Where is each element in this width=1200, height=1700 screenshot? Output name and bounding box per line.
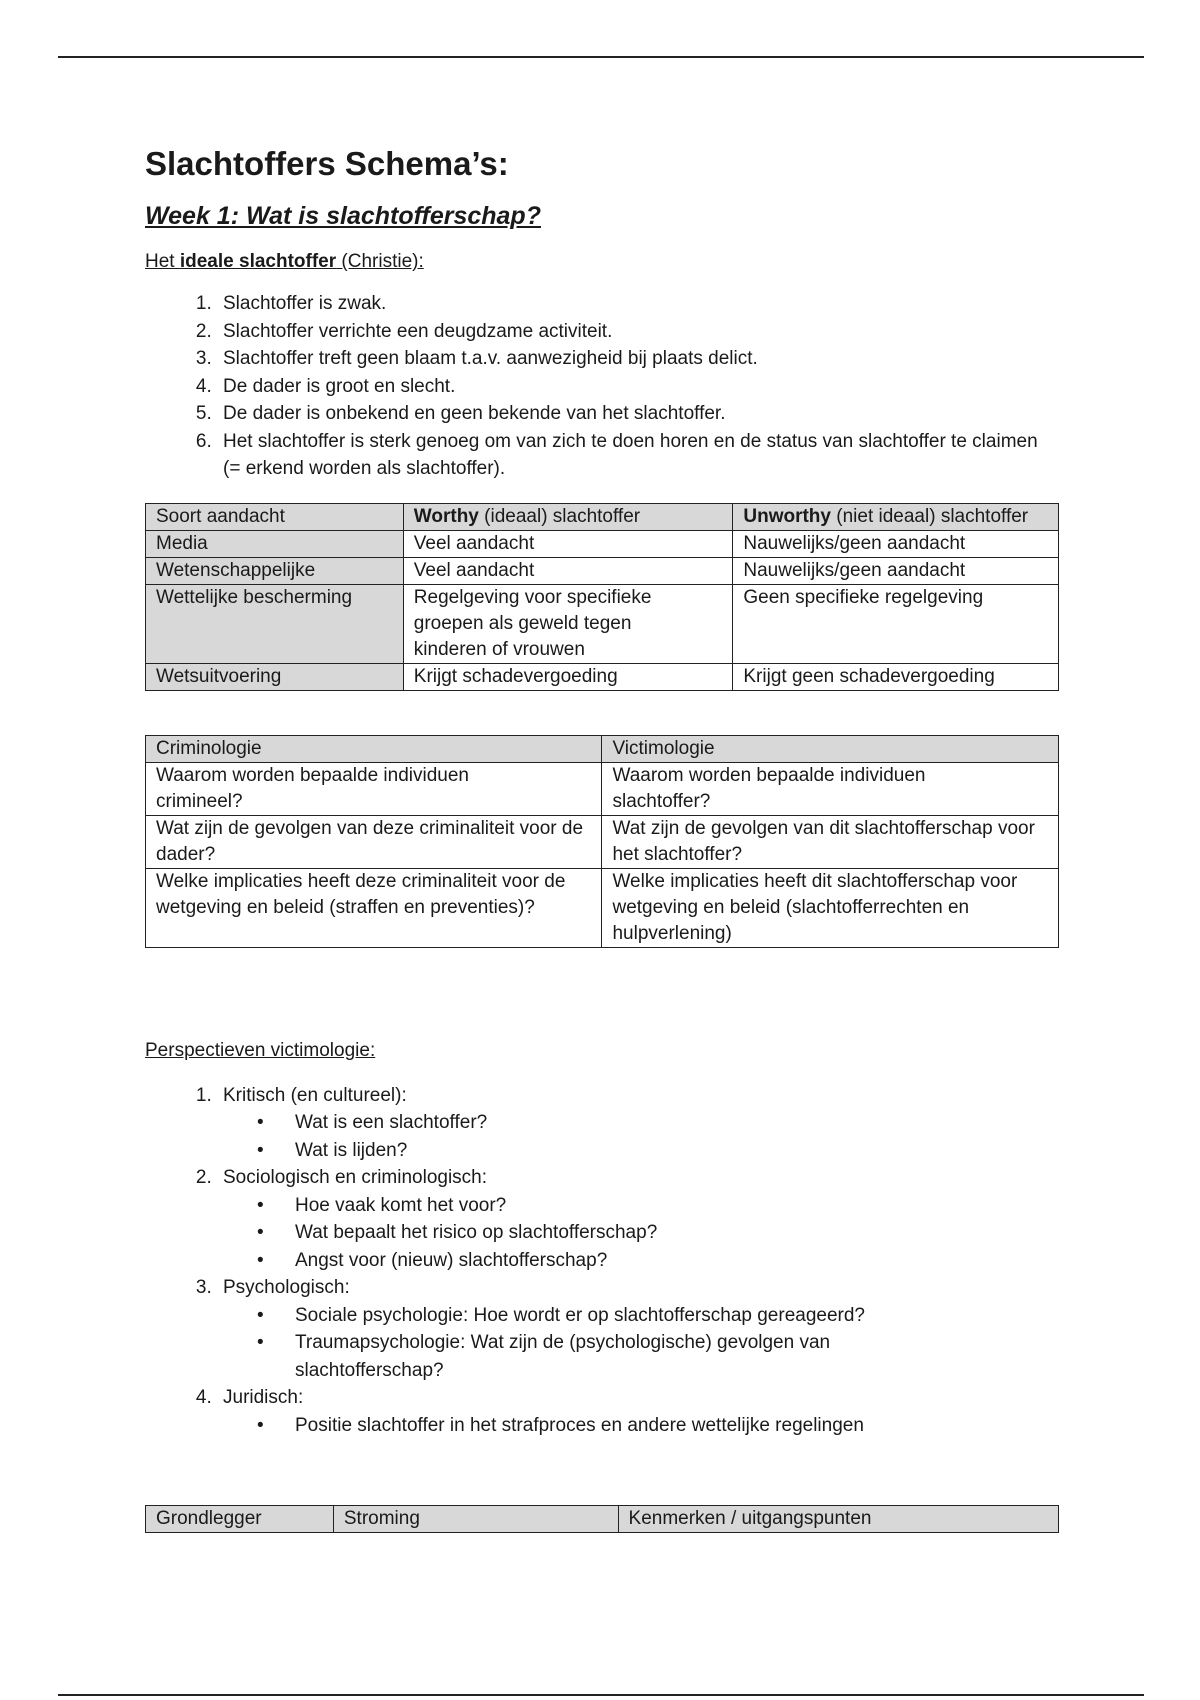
perspective-title: Psychologisch: [223,1277,350,1298]
list-item: 2. Slachtoffer verrichte een deugdzame activiteit. [217,318,1060,346]
bullet-list [223,1109,1060,1164]
bullet-item [257,1109,1060,1137]
bullet-list [223,1302,1060,1385]
table-cell: Nauwelijks/geen aandacht [733,530,1059,557]
list-item: 3. Slachtoffer treft geen blaam t.a.v. aanwezigheid bij plaats delict. [217,345,1060,373]
table-row [146,584,1059,663]
bullet-icon: • [257,1249,264,1271]
header-grondlegger: Grondlegger [146,1506,334,1533]
header-soort-aandacht: Soort aandacht [156,505,285,527]
table-cell: Nauwelijks/geen aandacht [733,557,1059,584]
table-cell: Geen specifieke regelgeving [733,584,1059,663]
bullet-icon: • [257,1194,264,1216]
perspective-item [217,1082,1060,1165]
header-cell [403,503,733,530]
perspective-title: Kritisch (en cultureel): [223,1084,407,1106]
perspective-title: Juridisch: [223,1387,304,1408]
list-item: 4. De dader is groot en slecht. [217,373,1060,401]
bullet-list [223,1412,1060,1440]
bullet-text: Hoe vaak komt het voor? [295,1194,507,1216]
table-cell: Wat zijn de gevolgen van dit slachtofferschap voor het slachtoffer? [602,815,1059,868]
intro-bold: ideale slachtoffer [179,251,337,272]
intro-prefix: Het [145,251,180,272]
bullet-item [257,1192,1060,1220]
header-unworthy-bold: Unworthy [743,505,831,527]
ideal-victim-intro [145,250,1060,274]
row-label: Wettelijke bescherming [146,584,404,663]
table-row [146,868,1059,947]
bullet-item [257,1219,1060,1247]
row-label: Wetsuitvoering [146,663,404,690]
perspective-item [217,1274,1060,1384]
table-cell: Welke implicaties heeft deze criminaliteit voor de wetgeving en beleid (straffen en preventies)? [146,868,602,947]
header-criminologie: Criminologie [146,735,602,762]
table-header-row [146,503,1059,530]
table-header-row [146,735,1059,762]
table-cell: Veel aandacht [403,530,733,557]
document-page [145,140,1060,1533]
bullet-text: Wat bepaalt het risico op slachtofferschap? [295,1222,658,1243]
bullet-icon: • [257,1304,264,1326]
table-cell: Krijgt schadevergoeding [403,663,733,690]
header-unworthy-rest: (niet ideaal) slachtoffer [830,505,1029,527]
ideal-victim-list [145,290,1060,483]
perspectives-list [145,1082,1060,1440]
top-rule [58,56,1144,58]
page-title: Slachtoffers Schema’s: [145,145,509,182]
criminology-victimology-table [145,735,1059,948]
table-cell: Regelgeving voor specifieke groepen als geweld tegen kinderen of vrouwen [403,584,733,663]
table-row [146,815,1059,868]
table-row [146,663,1059,690]
bullet-text: Wat is een slachtoffer? [295,1112,488,1133]
bullet-item [257,1302,1060,1330]
bullet-icon: • [257,1332,264,1353]
table-header-row [146,1506,1059,1533]
row-label: Wetenschappelijke [146,557,404,584]
table-cell: Waarom worden bepaalde individuen slachtoffer? [602,762,1059,815]
bullet-icon: • [257,1414,264,1436]
perspective-title: Sociologisch en criminologisch: [223,1167,488,1188]
bullet-list [223,1192,1060,1275]
bullet-icon: • [257,1139,264,1161]
bullet-text: Traumapsychologie: Wat zijn de (psychologische) gevolgen van slachtofferschap? [295,1332,831,1381]
table-row [146,762,1059,815]
header-kenmerken: Kenmerken / uitgangspunten [618,1506,1058,1533]
table-cell: Veel aandacht [403,557,733,584]
list-item: 5. De dader is onbekend en geen bekende van het slachtoffer. [217,400,1060,428]
header-worthy-bold: Worthy [413,505,479,527]
header-stroming: Stroming [333,1506,618,1533]
table-row [146,530,1059,557]
header-cell [733,503,1059,530]
bullet-item [257,1247,1060,1275]
header-victimologie: Victimologie [602,735,1059,762]
perspective-item [217,1164,1060,1274]
header-cell [146,503,404,530]
table-cell: Krijgt geen schadevergoeding [733,663,1059,690]
perspectives-label: Perspectieven victimologie: [145,1039,376,1061]
perspective-item [217,1384,1060,1439]
row-label: Media [146,530,404,557]
table-cell: Wat zijn de gevolgen van deze criminaliteit voor de dader? [146,815,602,868]
week-heading: Week 1: Wat is slachtofferschap? [145,202,541,230]
bullet-item [257,1137,1060,1165]
bullet-item [257,1412,1060,1440]
founder-table [145,1505,1059,1533]
bullet-icon: • [257,1112,264,1133]
bullet-item [257,1329,1060,1384]
attention-table [145,503,1059,691]
table-cell: Welke implicaties heeft dit slachtofferschap voor wetgeving en beleid (slachtofferrechten en hulpverlening) [602,868,1059,947]
bottom-rule [58,1694,1144,1696]
header-worthy-rest: (ideaal) slachtoffer [478,505,641,527]
list-item: 6. Het slachtoffer is sterk genoeg om van zich te doen horen en de status van slachtoffer te claimen (= erkend worden als slachtoffer). [217,428,1060,483]
table-row [146,557,1059,584]
bullet-text: Wat is lijden? [295,1139,408,1161]
bullet-icon: • [257,1222,264,1243]
table-cell: Waarom worden bepaalde individuen crimineel? [146,762,602,815]
bullet-text: Positie slachtoffer in het strafproces en andere wettelijke regelingen [295,1414,864,1436]
list-item: 1. Slachtoffer is zwak. [217,290,1060,318]
bullet-text: Sociale psychologie: Hoe wordt er op slachtofferschap gereageerd? [295,1304,865,1326]
intro-suffix: (Christie): [336,251,424,272]
bullet-text: Angst voor (nieuw) slachtofferschap? [295,1249,608,1271]
